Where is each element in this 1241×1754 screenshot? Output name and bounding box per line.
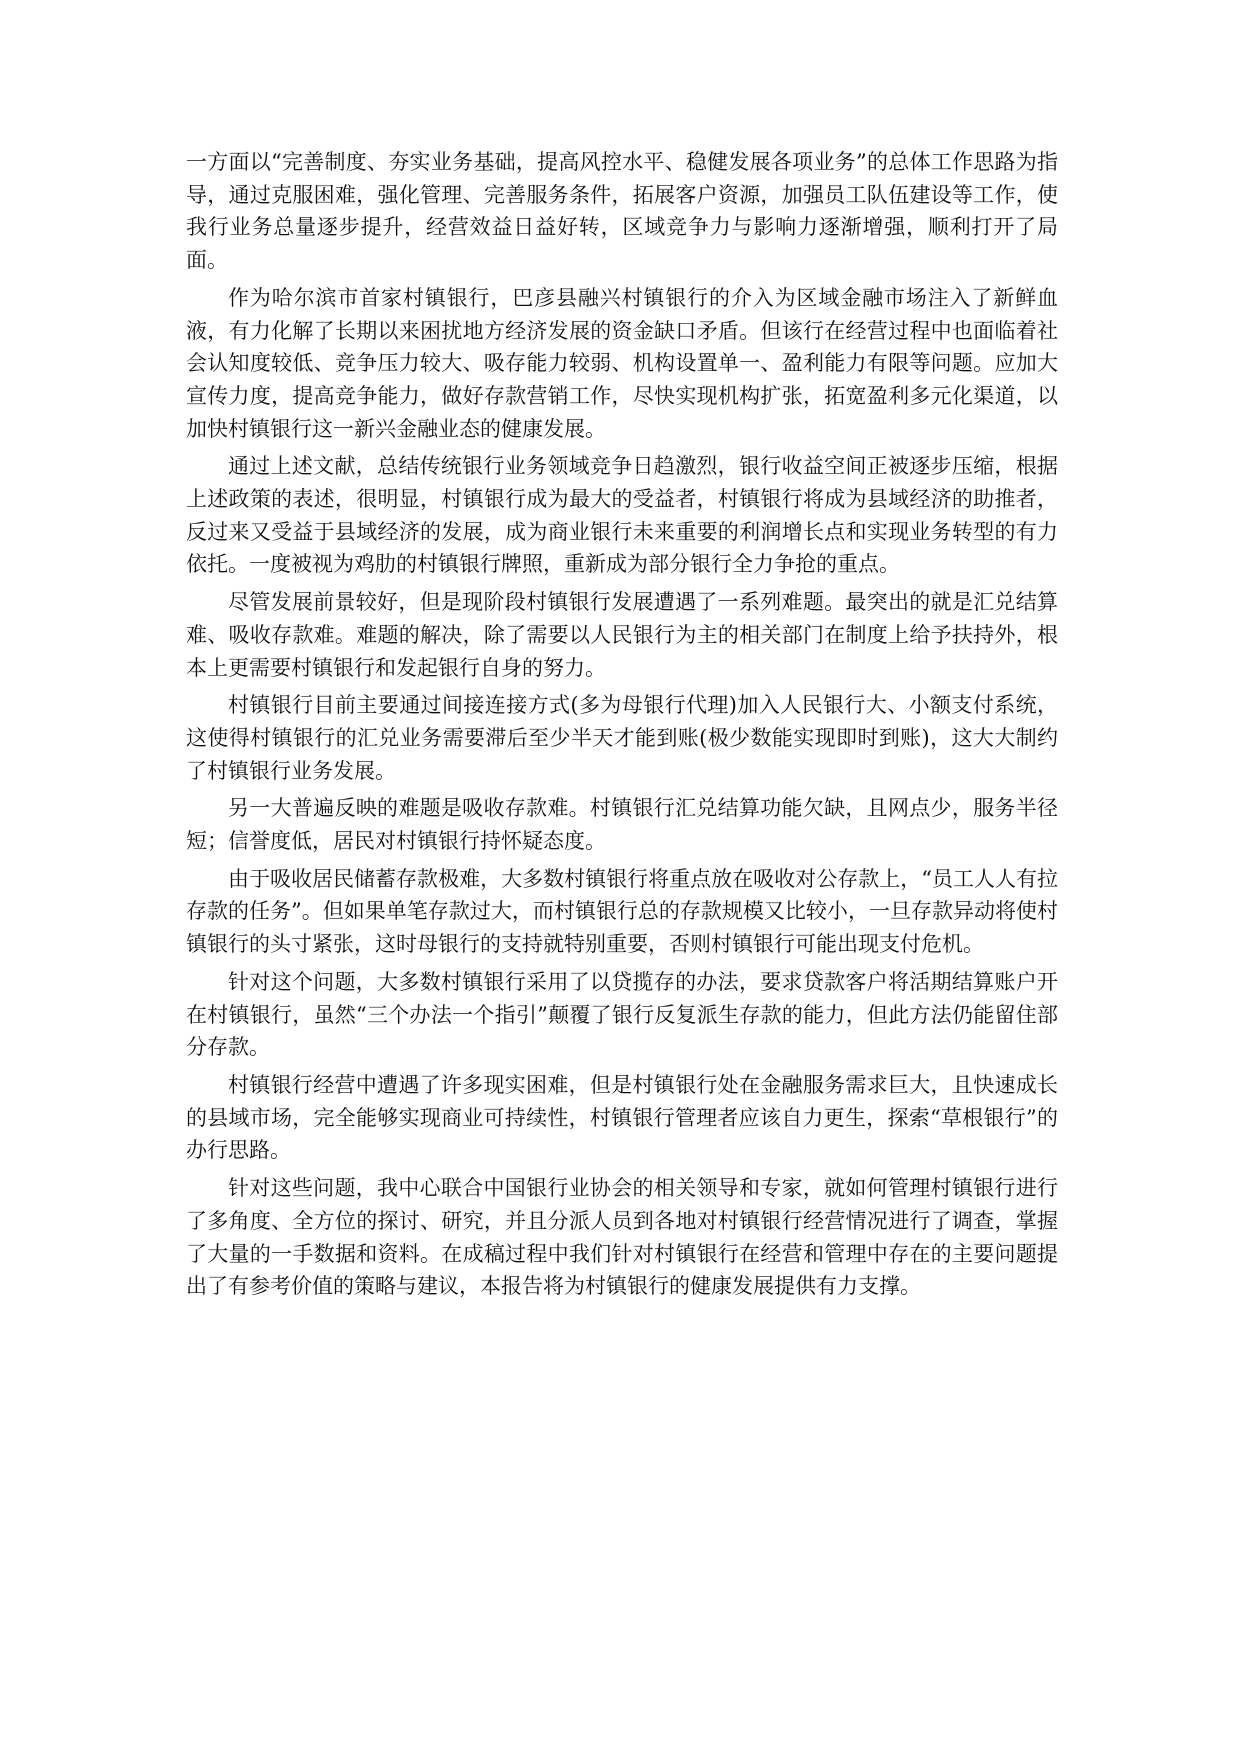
paragraph-7: 由于吸收居民储蓄存款极难，大多数村镇银行将重点放在吸收对公存款上，“员工人人有拉存款的任务”。但如果单笔存款过大，而村镇银行总的存款规模又比较小，一旦存款异动将使村镇银行的头寸紧张，这时母银行的支持就特别重要，否则村镇银行可能出现支付危机。 (186, 866, 1058, 957)
paragraph-10: 针对这些问题，我中心联合中国银行业协会的相关领导和专家，就如何管理村镇银行进行了多角度、全方位的探讨、研究，并且分派人员到各地对村镇银行经营情况进行了调查，掌握了大量的一手数据和资料。在成稿过程中我们针对村镇银行在经营和管理中存在的主要问题提出了有参考价值的策略与建议，本报告将为村镇银行的健康发展提供有力支撑。 (186, 1176, 1058, 1299)
paragraph-8: 针对这个问题，大多数村镇银行采用了以贷揽存的办法，要求贷款客户将活期结算账户开在村镇银行，虽然“三个办法一个指引”颠覆了银行反复派生存款的能力，但此方法仍能留住部分存款。 (186, 969, 1058, 1060)
document-body (186, 146, 1058, 1308)
paragraph-3: 通过上述文献，总结传统银行业务领域竞争日趋激烈，银行收益空间正被逐步压缩，根据上述政策的表述，很明显，村镇银行成为最大的受益者，村镇银行将成为县域经济的助推者，反过来又受益于县域经济的发展，成为商业银行未来重要的利润增长点和实现业务转型的有力依托。一度被视为鸡肋的村镇银行牌照，重新成为部分银行全力争抢的重点。 (186, 454, 1058, 577)
paragraph-5: 村镇银行目前主要通过间接连接方式(多为母银行代理)加入人民银行大、小额支付系统，这使得村镇银行的汇兑业务需要滞后至少半天才能到账(极少数能实现即时到账)，这大大制约了村镇银行业务发展。 (186, 693, 1058, 783)
paragraph-6: 另一大普遍反映的难题是吸收存款难。村镇银行汇兑结算功能欠缺，且网点少，服务半径短；信誉度低，居民对村镇银行持怀疑态度。 (186, 796, 1058, 854)
paragraph-9: 村镇银行经营中遭遇了许多现实困难，但是村镇银行处在金融服务需求巨大，且快速成长的县域市场，完全能够实现商业可持续性，村镇银行管理者应该自力更生，探索“草根银行”的办行思路。 (186, 1072, 1058, 1163)
paragraph-2: 作为哈尔滨市首家村镇银行，巴彦县融兴村镇银行的介入为区域金融市场注入了新鲜血液，有力化解了长期以来困扰地方经济发展的资金缺口矛盾。但该行在经营过程中也面临着社会认知度较低、竞争压力较大、吸存能力较弱、机构设置单一、盈利能力有限等问题。应加大宣传力度，提高竞争能力，做好存款营销工作，尽快实现机构扩张，拓宽盈利多元化渠道，以加快村镇银行这一新兴金融业态的健康发展。 (186, 285, 1058, 441)
paragraph-4: 尽管发展前景较好，但是现阶段村镇银行发展遭遇了一系列难题。最突出的就是汇兑结算难、吸收存款难。难题的解决，除了需要以人民银行为主的相关部门在制度上给予扶持外，根本上更需要村镇银行和发起银行自身的努力。 (186, 590, 1058, 680)
paragraph-1: 一方面以“完善制度、夯实业务基础，提高风控水平、稳健发展各项业务”的总体工作思路为指导，通过克服困难，强化管理、完善服务条件，拓展客户资源，加强员工队伍建设等工作，使我行业务总量逐步提升，经营效益日益好转，区域竞争力与影响力逐渐增强，顺利打开了局面。 (186, 150, 1058, 273)
